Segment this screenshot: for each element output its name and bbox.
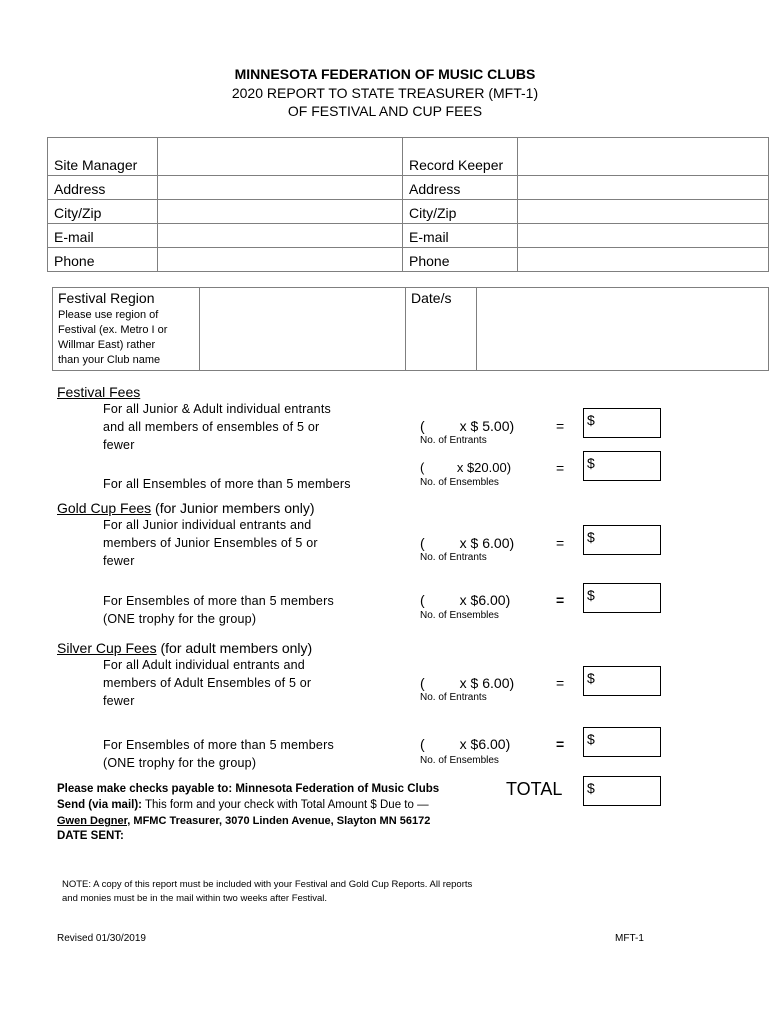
festival-ensembles-desc: For all Ensembles of more than 5 members: [103, 477, 351, 491]
dates-field[interactable]: [477, 288, 769, 371]
dates-label: Date/s: [411, 290, 452, 306]
festival-region-note: [58, 308, 194, 368]
desc-line: For all Junior & Adult individual entrants: [103, 402, 331, 416]
festival-entrants-calc: ( x $ 5.00): [420, 418, 515, 434]
gold-entrants-amount[interactable]: $: [583, 525, 661, 555]
festival-ensembles-amount[interactable]: $: [583, 451, 661, 481]
note-line: Please use region of: [58, 309, 159, 321]
silver-cup-desc: [103, 656, 311, 710]
contact-label: City/Zip: [403, 200, 518, 224]
contact-label: Phone: [403, 248, 518, 272]
gold-cup-heading: [57, 500, 315, 516]
contact-label: Record Keeper: [403, 138, 518, 176]
desc-line: fewer: [103, 554, 135, 568]
total-label: TOTAL: [506, 779, 563, 799]
submission-note: [62, 878, 472, 906]
equals-sign: =: [556, 535, 565, 551]
payable-to: Please make checks payable to: Minnesota Federation of Music Clubs: [57, 783, 440, 795]
desc-line: members of Adult Ensembles of 5 or: [103, 676, 312, 690]
contact-label: Phone: [48, 248, 158, 272]
desc-line: For all Adult individual entrants and: [103, 658, 305, 672]
festival-ensembles-calc: ( x $20.00): [420, 460, 512, 475]
contact-label: Site Manager: [48, 138, 158, 176]
site-manager-field[interactable]: [158, 138, 403, 176]
region-table: [52, 287, 769, 371]
form-id: MFT-1: [615, 933, 644, 944]
silver-cup-heading-note: (for adult members only): [156, 640, 313, 656]
treasurer-address: [57, 815, 430, 827]
contact-row: [48, 224, 769, 248]
record-keeper-address-field[interactable]: [518, 176, 769, 200]
calc-sublabel: No. of Ensembles: [420, 755, 499, 766]
gold-cup-desc: [103, 516, 318, 570]
record-keeper-email-field[interactable]: [518, 224, 769, 248]
contact-label: E-mail: [48, 224, 158, 248]
revised-date: Revised 01/30/2019: [57, 933, 146, 944]
form-title: MINNESOTA FEDERATION OF MUSIC CLUBS: [234, 66, 536, 82]
form-subject: OF FESTIVAL AND CUP FEES: [287, 103, 483, 119]
gold-cup-title: Gold Cup Fees: [57, 500, 152, 516]
gold-ensembles-calc: ( x $6.00): [420, 592, 511, 608]
note-line: than your Club name: [58, 354, 161, 366]
site-manager-address-field[interactable]: [158, 176, 403, 200]
contact-row: [48, 248, 769, 272]
site-manager-email-field[interactable]: [158, 224, 403, 248]
send-text: This form and your check with Total Amount $ Due to —: [142, 799, 429, 811]
calc-sublabel: No. of Entrants: [420, 552, 487, 563]
calc-sublabel: No. of Entrants: [420, 435, 487, 446]
treasurer-name: Gwen Degner,: [57, 815, 131, 827]
dates-label-cell: [406, 288, 477, 371]
desc-line: (ONE trophy for the group): [103, 612, 257, 626]
send-instructions: [57, 799, 429, 811]
contact-label: City/Zip: [48, 200, 158, 224]
festival-region-label: Festival Region: [58, 290, 155, 306]
desc-line: fewer: [103, 438, 135, 452]
equals-sign: =: [556, 592, 565, 608]
equals-sign: =: [556, 418, 565, 434]
date-sent-label: DATE SENT:: [57, 830, 124, 842]
silver-cup-ensembles-desc: [103, 736, 334, 772]
silver-cup-heading: [57, 640, 312, 656]
desc-line: For Ensembles of more than 5 members: [103, 594, 334, 608]
record-keeper-field[interactable]: [518, 138, 769, 176]
total-amount[interactable]: $: [583, 776, 661, 806]
gold-entrants-calc: ( x $ 6.00): [420, 535, 515, 551]
calc-sublabel: No. of Entrants: [420, 692, 487, 703]
festival-region-cell: [53, 288, 200, 371]
site-manager-phone-field[interactable]: [158, 248, 403, 272]
contact-label: E-mail: [403, 224, 518, 248]
contact-row: [48, 200, 769, 224]
contact-table: [47, 137, 769, 272]
treasurer-text: MFMC Treasurer, 3070 Linden Avenue, Slayton MN 56172: [130, 815, 431, 827]
desc-line: (ONE trophy for the group): [103, 756, 257, 770]
calc-sublabel: No. of Ensembles: [420, 610, 499, 621]
site-manager-cityzip-field[interactable]: [158, 200, 403, 224]
festival-fees-desc: [103, 400, 331, 454]
form-subtitle: 2020 REPORT TO STATE TREASURER (MFT-1): [231, 85, 539, 101]
desc-line: fewer: [103, 694, 135, 708]
silver-cup-title: Silver Cup Fees: [57, 640, 157, 656]
note-line: Festival (ex. Metro I or: [58, 324, 168, 336]
desc-line: For Ensembles of more than 5 members: [103, 738, 334, 752]
send-label: Send (via mail):: [57, 799, 142, 811]
note-line: Willmar East) rather: [58, 339, 156, 351]
festival-fees-title: Festival Fees: [57, 384, 141, 400]
festival-entrants-amount[interactable]: $: [583, 408, 661, 438]
silver-ensembles-amount[interactable]: $: [583, 727, 661, 757]
calc-sublabel: No. of Ensembles: [420, 477, 499, 488]
note-line: NOTE: A copy of this report must be included with your Festival and Gold Cup Reports. All reports: [62, 879, 473, 890]
festival-fees-heading: [57, 384, 140, 400]
contact-row: [48, 138, 769, 176]
record-keeper-cityzip-field[interactable]: [518, 200, 769, 224]
contact-row: [48, 176, 769, 200]
desc-line: and all members of ensembles of 5 or: [103, 420, 320, 434]
silver-entrants-calc: ( x $ 6.00): [420, 675, 515, 691]
gold-cup-ensembles-desc: [103, 592, 334, 628]
festival-region-field[interactable]: [200, 288, 406, 371]
note-line: and monies must be in the mail within two weeks after Festival.: [62, 893, 328, 904]
gold-ensembles-amount[interactable]: $: [583, 583, 661, 613]
gold-cup-heading-note: (for Junior members only): [151, 500, 315, 516]
equals-sign: =: [556, 675, 565, 691]
desc-line: members of Junior Ensembles of 5 or: [103, 536, 318, 550]
equals-sign: =: [556, 736, 565, 752]
equals-sign: =: [556, 460, 565, 476]
record-keeper-phone-field[interactable]: [518, 248, 769, 272]
contact-label: Address: [48, 176, 158, 200]
silver-ensembles-calc: ( x $6.00): [420, 736, 511, 752]
silver-entrants-amount[interactable]: $: [583, 666, 661, 696]
desc-line: For all Junior individual entrants and: [103, 518, 312, 532]
contact-label: Address: [403, 176, 518, 200]
